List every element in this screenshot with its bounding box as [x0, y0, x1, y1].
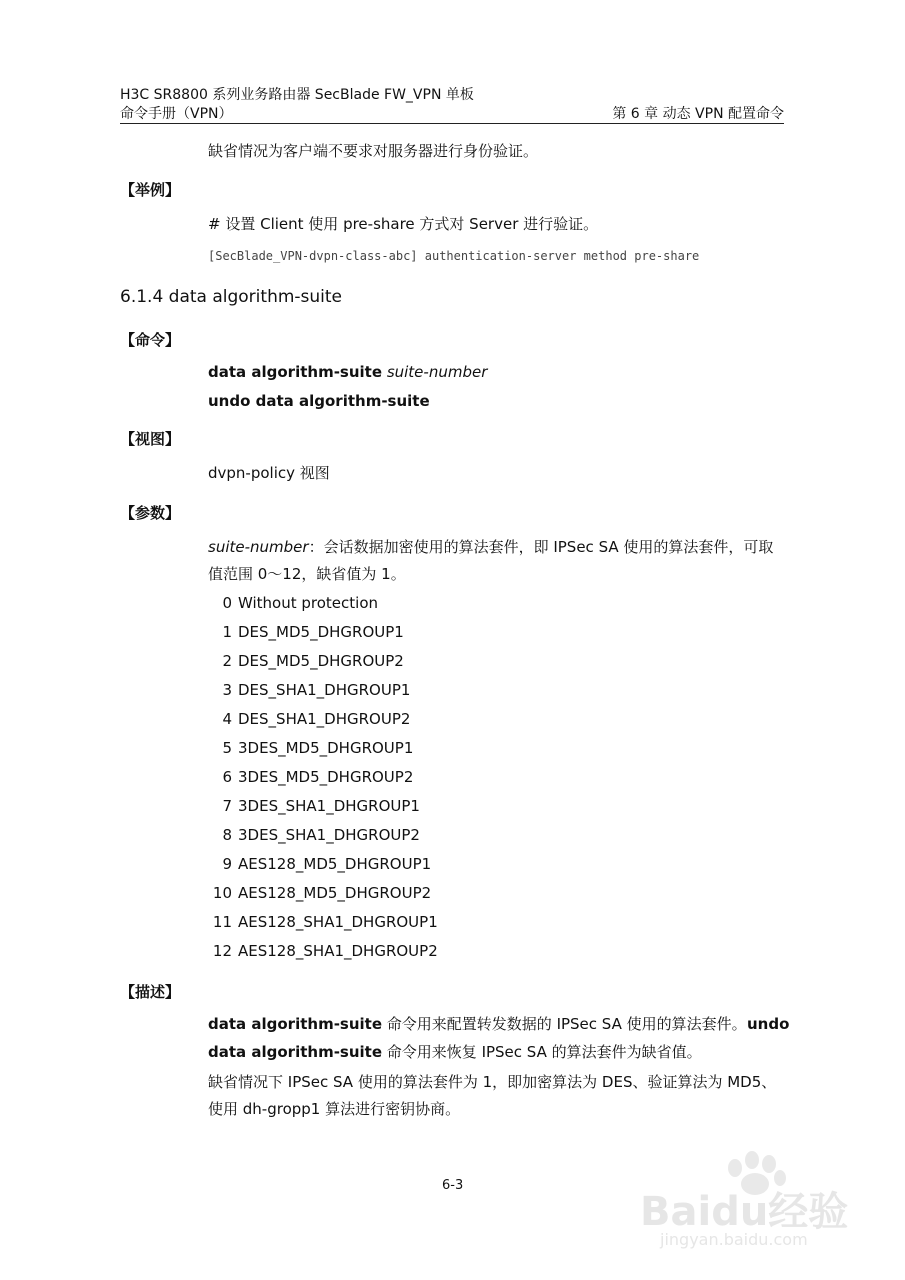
suite-number: 12 [212, 942, 232, 960]
suite-name: AES128_MD5_DHGROUP2 [238, 884, 432, 902]
suite-number: 1 [222, 623, 232, 641]
suite-item [208, 911, 438, 940]
header-rule [120, 123, 784, 124]
command-line-1 [208, 361, 487, 383]
suite-item [208, 824, 438, 853]
command-line-2: undo data algorithm-suite [208, 392, 430, 410]
suite-list [208, 592, 438, 969]
desc-cmd-2: data algorithm-suite [208, 1043, 383, 1061]
prev-default-text: 缺省情况为客户端不要求对服务器进行身份验证。 [208, 142, 539, 160]
desc-heading: 【描述】 [120, 983, 181, 1001]
suite-name: AES128_SHA1_DHGROUP1 [238, 913, 438, 931]
suite-item [208, 592, 438, 621]
suite-name: 3DES_MD5_DHGROUP2 [238, 768, 414, 786]
suite-name: AES128_SHA1_DHGROUP2 [238, 942, 438, 960]
suite-name: 3DES_MD5_DHGROUP1 [238, 739, 414, 757]
watermark-brand: Baidu经验 [640, 1189, 849, 1235]
watermark [640, 1138, 880, 1258]
command-argument: suite-number [386, 363, 488, 381]
param-name: suite-number [208, 538, 309, 556]
param-desc-line-2: 值范围 0～12，缺省值为 1。 [208, 565, 406, 583]
suite-number: 5 [222, 739, 232, 757]
suite-name: 3DES_SHA1_DHGROUP2 [238, 826, 420, 844]
example-code: [SecBlade_VPN-dvpn-class-abc] authentication-server method pre-share [208, 249, 700, 263]
header-manual-name: 命令手册（VPN） [120, 106, 233, 122]
suite-number: 3 [222, 681, 232, 699]
suite-item [208, 795, 438, 824]
suite-number: 8 [222, 826, 232, 844]
command-heading: 【命令】 [120, 331, 181, 349]
watermark-url: jingyan.baidu.com [660, 1230, 808, 1249]
view-heading: 【视图】 [120, 430, 181, 448]
section-title: 6.1.4 data algorithm-suite [120, 287, 343, 307]
desc-text-1: 命令用来配置转发数据的 IPSec SA 使用的算法套件。 [382, 1015, 747, 1033]
example-comment: # 设置 Client 使用 pre-share 方式对 Server 进行验证。 [208, 215, 599, 233]
suite-number: 0 [222, 594, 232, 612]
suite-number: 2 [222, 652, 232, 670]
suite-name: DES_MD5_DHGROUP1 [238, 623, 404, 641]
suite-number: 7 [222, 797, 232, 815]
suite-number: 9 [222, 855, 232, 873]
view-text: dvpn-policy 视图 [208, 464, 330, 482]
param-desc-text: ：会话数据加密使用的算法套件，即 IPSec SA 使用的算法套件，可取 [308, 538, 774, 556]
header-chapter: 第 6 章 动态 VPN 配置命令 [612, 106, 784, 122]
suite-name: Without protection [238, 594, 379, 612]
header-title: H3C SR8800 系列业务路由器 SecBlade FW_VPN 单板 [120, 87, 474, 103]
suite-item [208, 621, 438, 650]
suite-number: 6 [222, 768, 232, 786]
suite-number: 11 [212, 913, 232, 931]
desc-p1-line-2 [208, 1041, 702, 1063]
suite-name: DES_SHA1_DHGROUP2 [238, 710, 411, 728]
desc-cmd-undo: undo [747, 1015, 790, 1033]
example-heading: 【举例】 [120, 181, 181, 199]
suite-item [208, 853, 438, 882]
suite-name: DES_SHA1_DHGROUP1 [238, 681, 411, 699]
params-heading: 【参数】 [120, 504, 181, 522]
command-keyword: data algorithm-suite [208, 363, 383, 381]
suite-name: AES128_MD5_DHGROUP1 [238, 855, 432, 873]
desc-p2-line-2: 使用 dh-gropp1 算法进行密钥协商。 [208, 1100, 461, 1118]
desc-cmd-1: data algorithm-suite [208, 1015, 383, 1033]
suite-item [208, 882, 438, 911]
suite-item [208, 679, 438, 708]
suite-number: 10 [212, 884, 232, 902]
suite-number: 4 [222, 710, 232, 728]
desc-p2-line-1: 缺省情况下 IPSec SA 使用的算法套件为 1，即加密算法为 DES、验证算法为 MD5、 [208, 1073, 777, 1091]
suite-item [208, 940, 438, 969]
desc-p1-line-1 [208, 1013, 747, 1035]
param-desc-line-1 [208, 536, 773, 558]
page-number: 6-3 [442, 1178, 464, 1193]
suite-item [208, 708, 438, 737]
suite-item [208, 766, 438, 795]
suite-name: DES_MD5_DHGROUP2 [238, 652, 404, 670]
suite-item [208, 737, 438, 766]
suite-name: 3DES_SHA1_DHGROUP1 [238, 797, 420, 815]
desc-text-2: 命令用来恢复 IPSec SA 的算法套件为缺省值。 [382, 1043, 702, 1061]
suite-item [208, 650, 438, 679]
